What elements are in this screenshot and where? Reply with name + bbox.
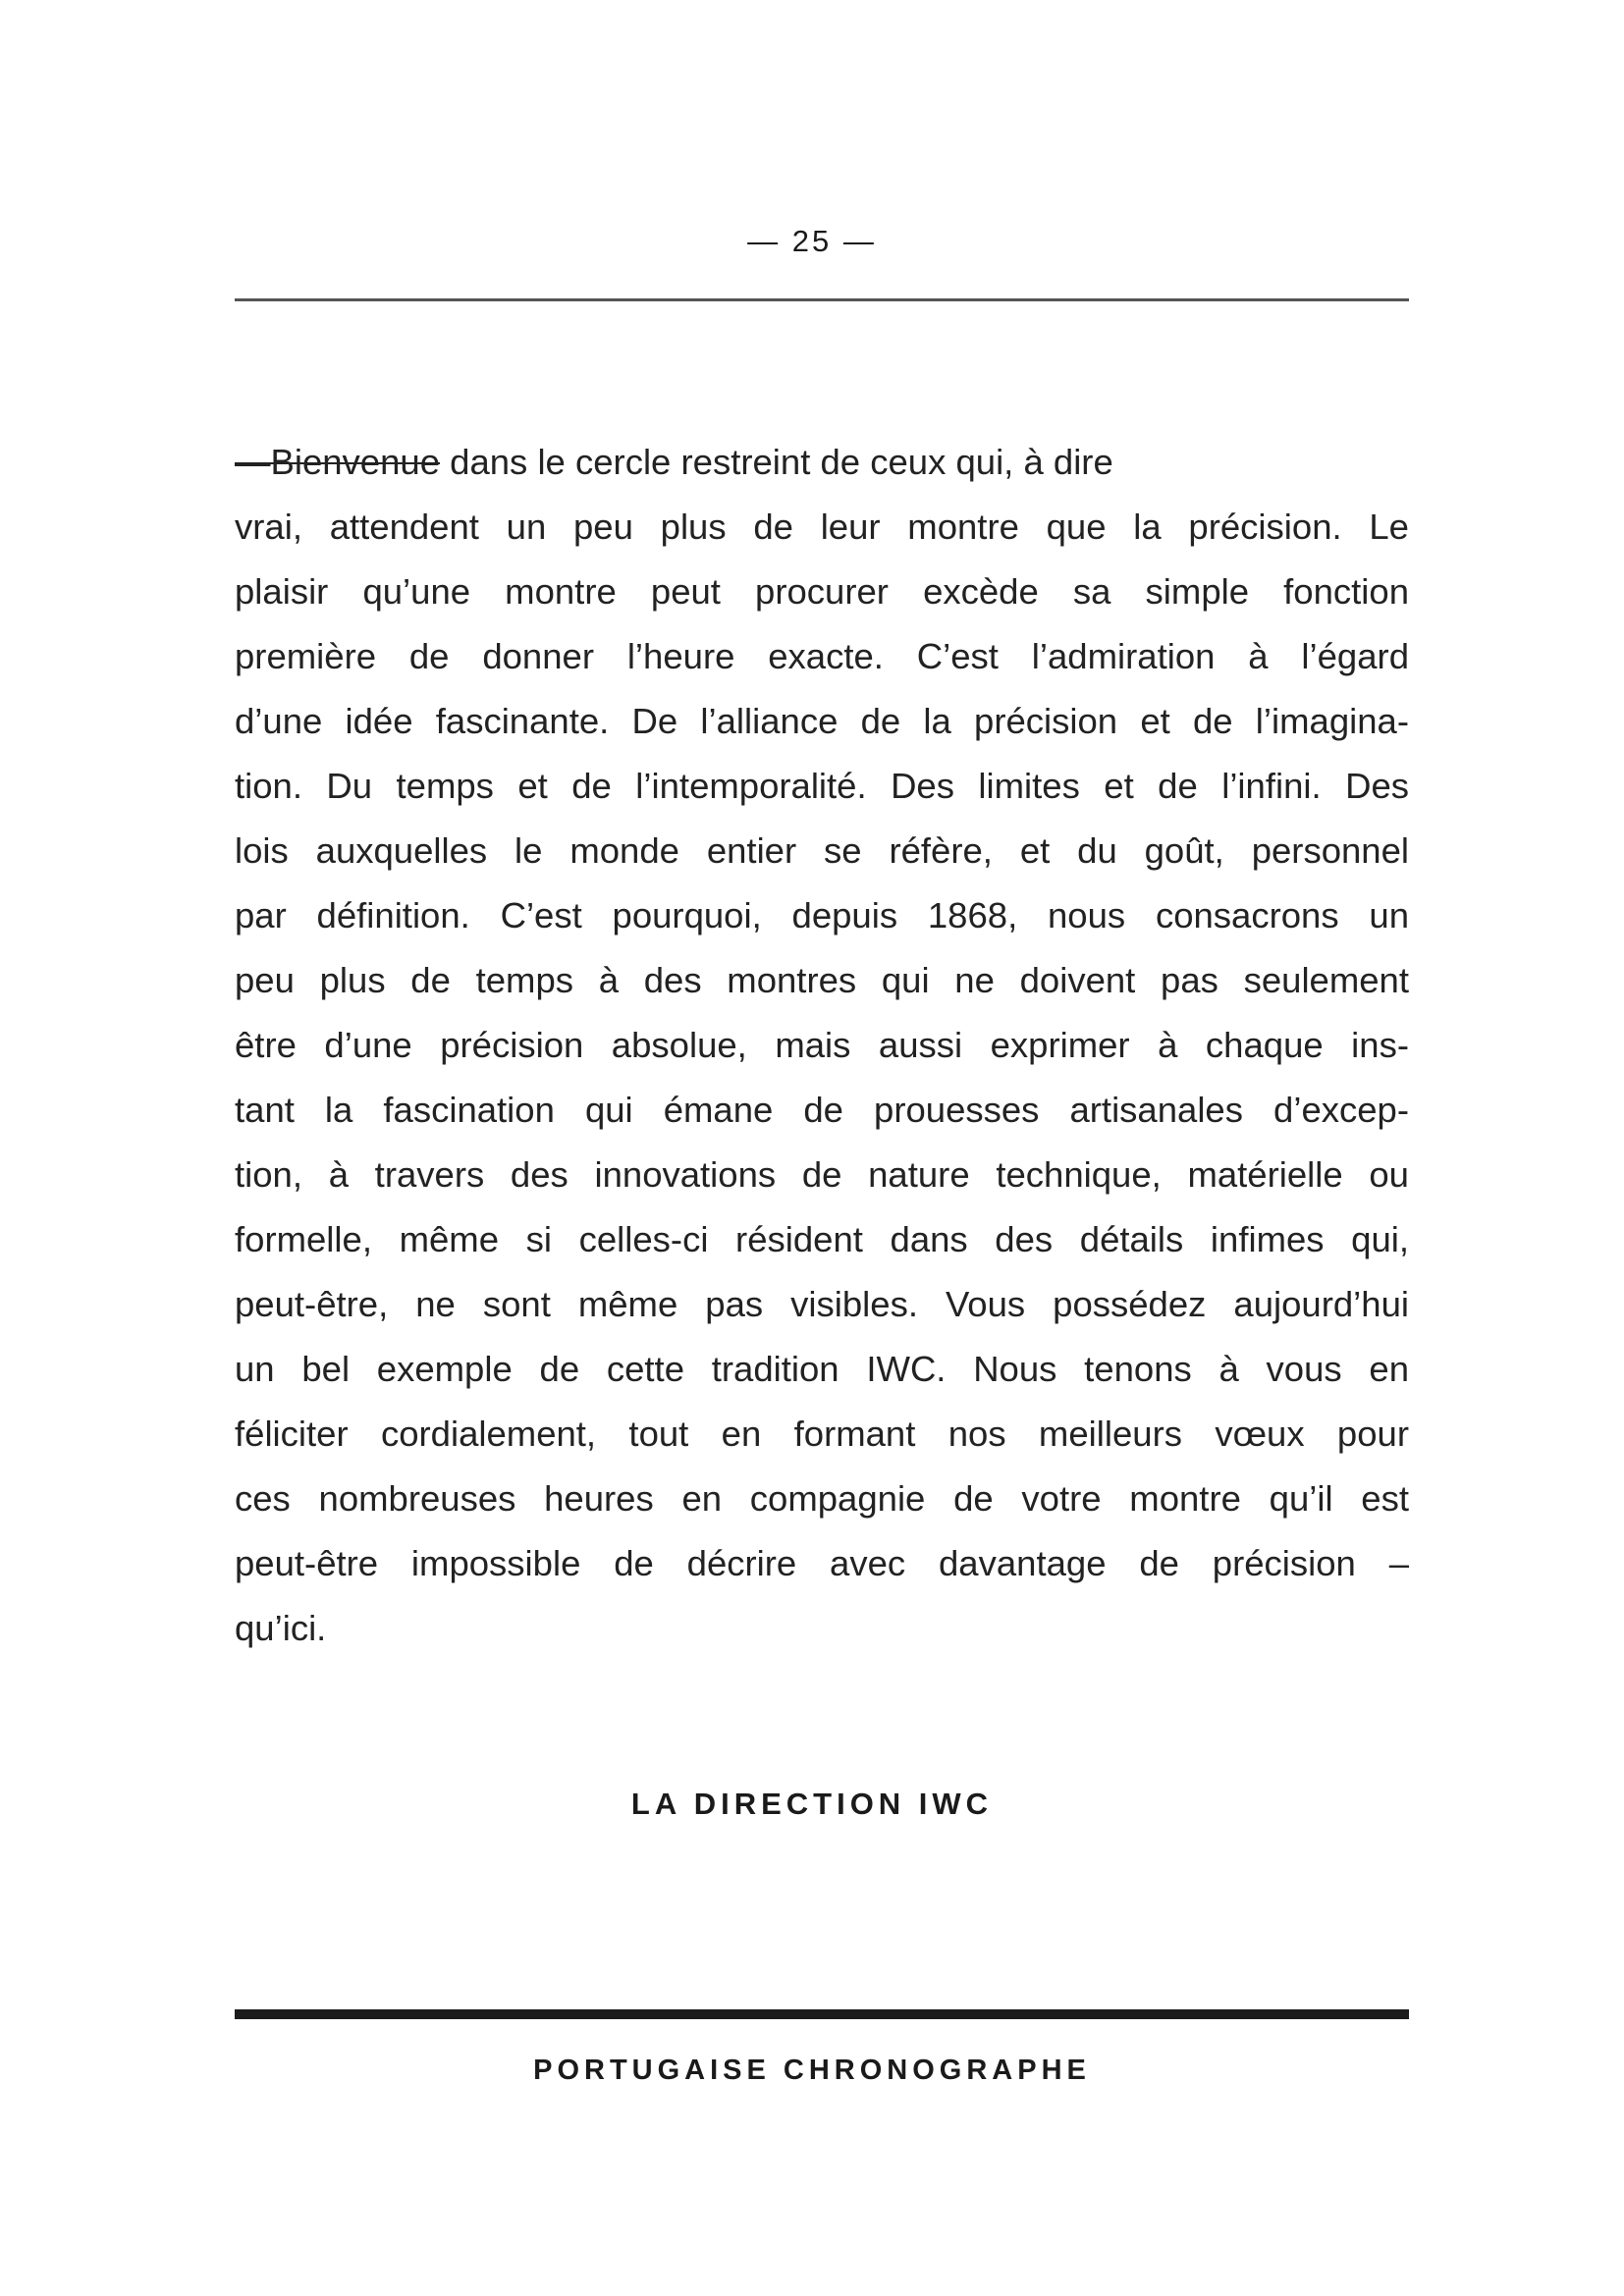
bottom-divider xyxy=(235,2009,1409,2019)
body-line: par définition. C’est pourquoi, depuis 1868, nous consacrons un xyxy=(235,895,1409,935)
body-line-text: dans le cercle restreint de ceux qui, à dire xyxy=(440,442,1113,482)
body-line: première de donner l’heure exacte. C’est l’admiration à l’égard xyxy=(235,636,1409,676)
signature: LA DIRECTION IWC xyxy=(630,1787,994,1821)
body-line: qu’ici. xyxy=(235,1608,327,1648)
body-line: ces nombreuses heures en compagnie de votre montre qu’il est xyxy=(235,1478,1409,1519)
body-line: peut-être impossible de décrire avec davantage de précision – xyxy=(235,1543,1409,1583)
body-line: formelle, même si celles-ci résident dans des détails infimes qui, xyxy=(235,1219,1409,1259)
body-line: vrai, attendent un peu plus de leur montre que la précision. Le xyxy=(235,507,1409,547)
top-divider xyxy=(235,298,1409,301)
body-line xyxy=(235,430,1409,495)
body-paragraph xyxy=(235,430,1409,1661)
footer-title: PORTUGAISE CHRONOGRAPHE xyxy=(533,2055,1091,2086)
body-line: tion, à travers des innovations de nature technique, matérielle ou xyxy=(235,1154,1409,1195)
page-number: — 25 — xyxy=(747,224,877,258)
body-line: un bel exemple de cette tradition IWC. Nous tenons à vous en xyxy=(235,1349,1409,1389)
body-line: peut-être, ne sont même pas visibles. Vous possédez aujourd’hui xyxy=(235,1284,1409,1324)
body-line: plaisir qu’une montre peut procurer excède sa simple fonction xyxy=(235,571,1409,612)
struck-word: —Bienvenue xyxy=(235,442,441,482)
body-line: tion. Du temps et de l’intemporalité. Des limites et de l’infini. Des xyxy=(235,766,1409,806)
body-line: féliciter cordialement, tout en formant nos meilleurs vœux pour xyxy=(235,1414,1409,1454)
body-line: d’une idée fascinante. De l’alliance de la précision et de l’imagina- xyxy=(235,701,1409,741)
body-line: peu plus de temps à des montres qui ne doivent pas seulement xyxy=(235,960,1409,1000)
body-line: tant la fascination qui émane de prouesses artisanales d’excep- xyxy=(235,1090,1409,1130)
body-line: être d’une précision absolue, mais aussi exprimer à chaque ins- xyxy=(235,1025,1409,1065)
body-line: lois auxquelles le monde entier se réfère, et du goût, personnel xyxy=(235,830,1409,871)
